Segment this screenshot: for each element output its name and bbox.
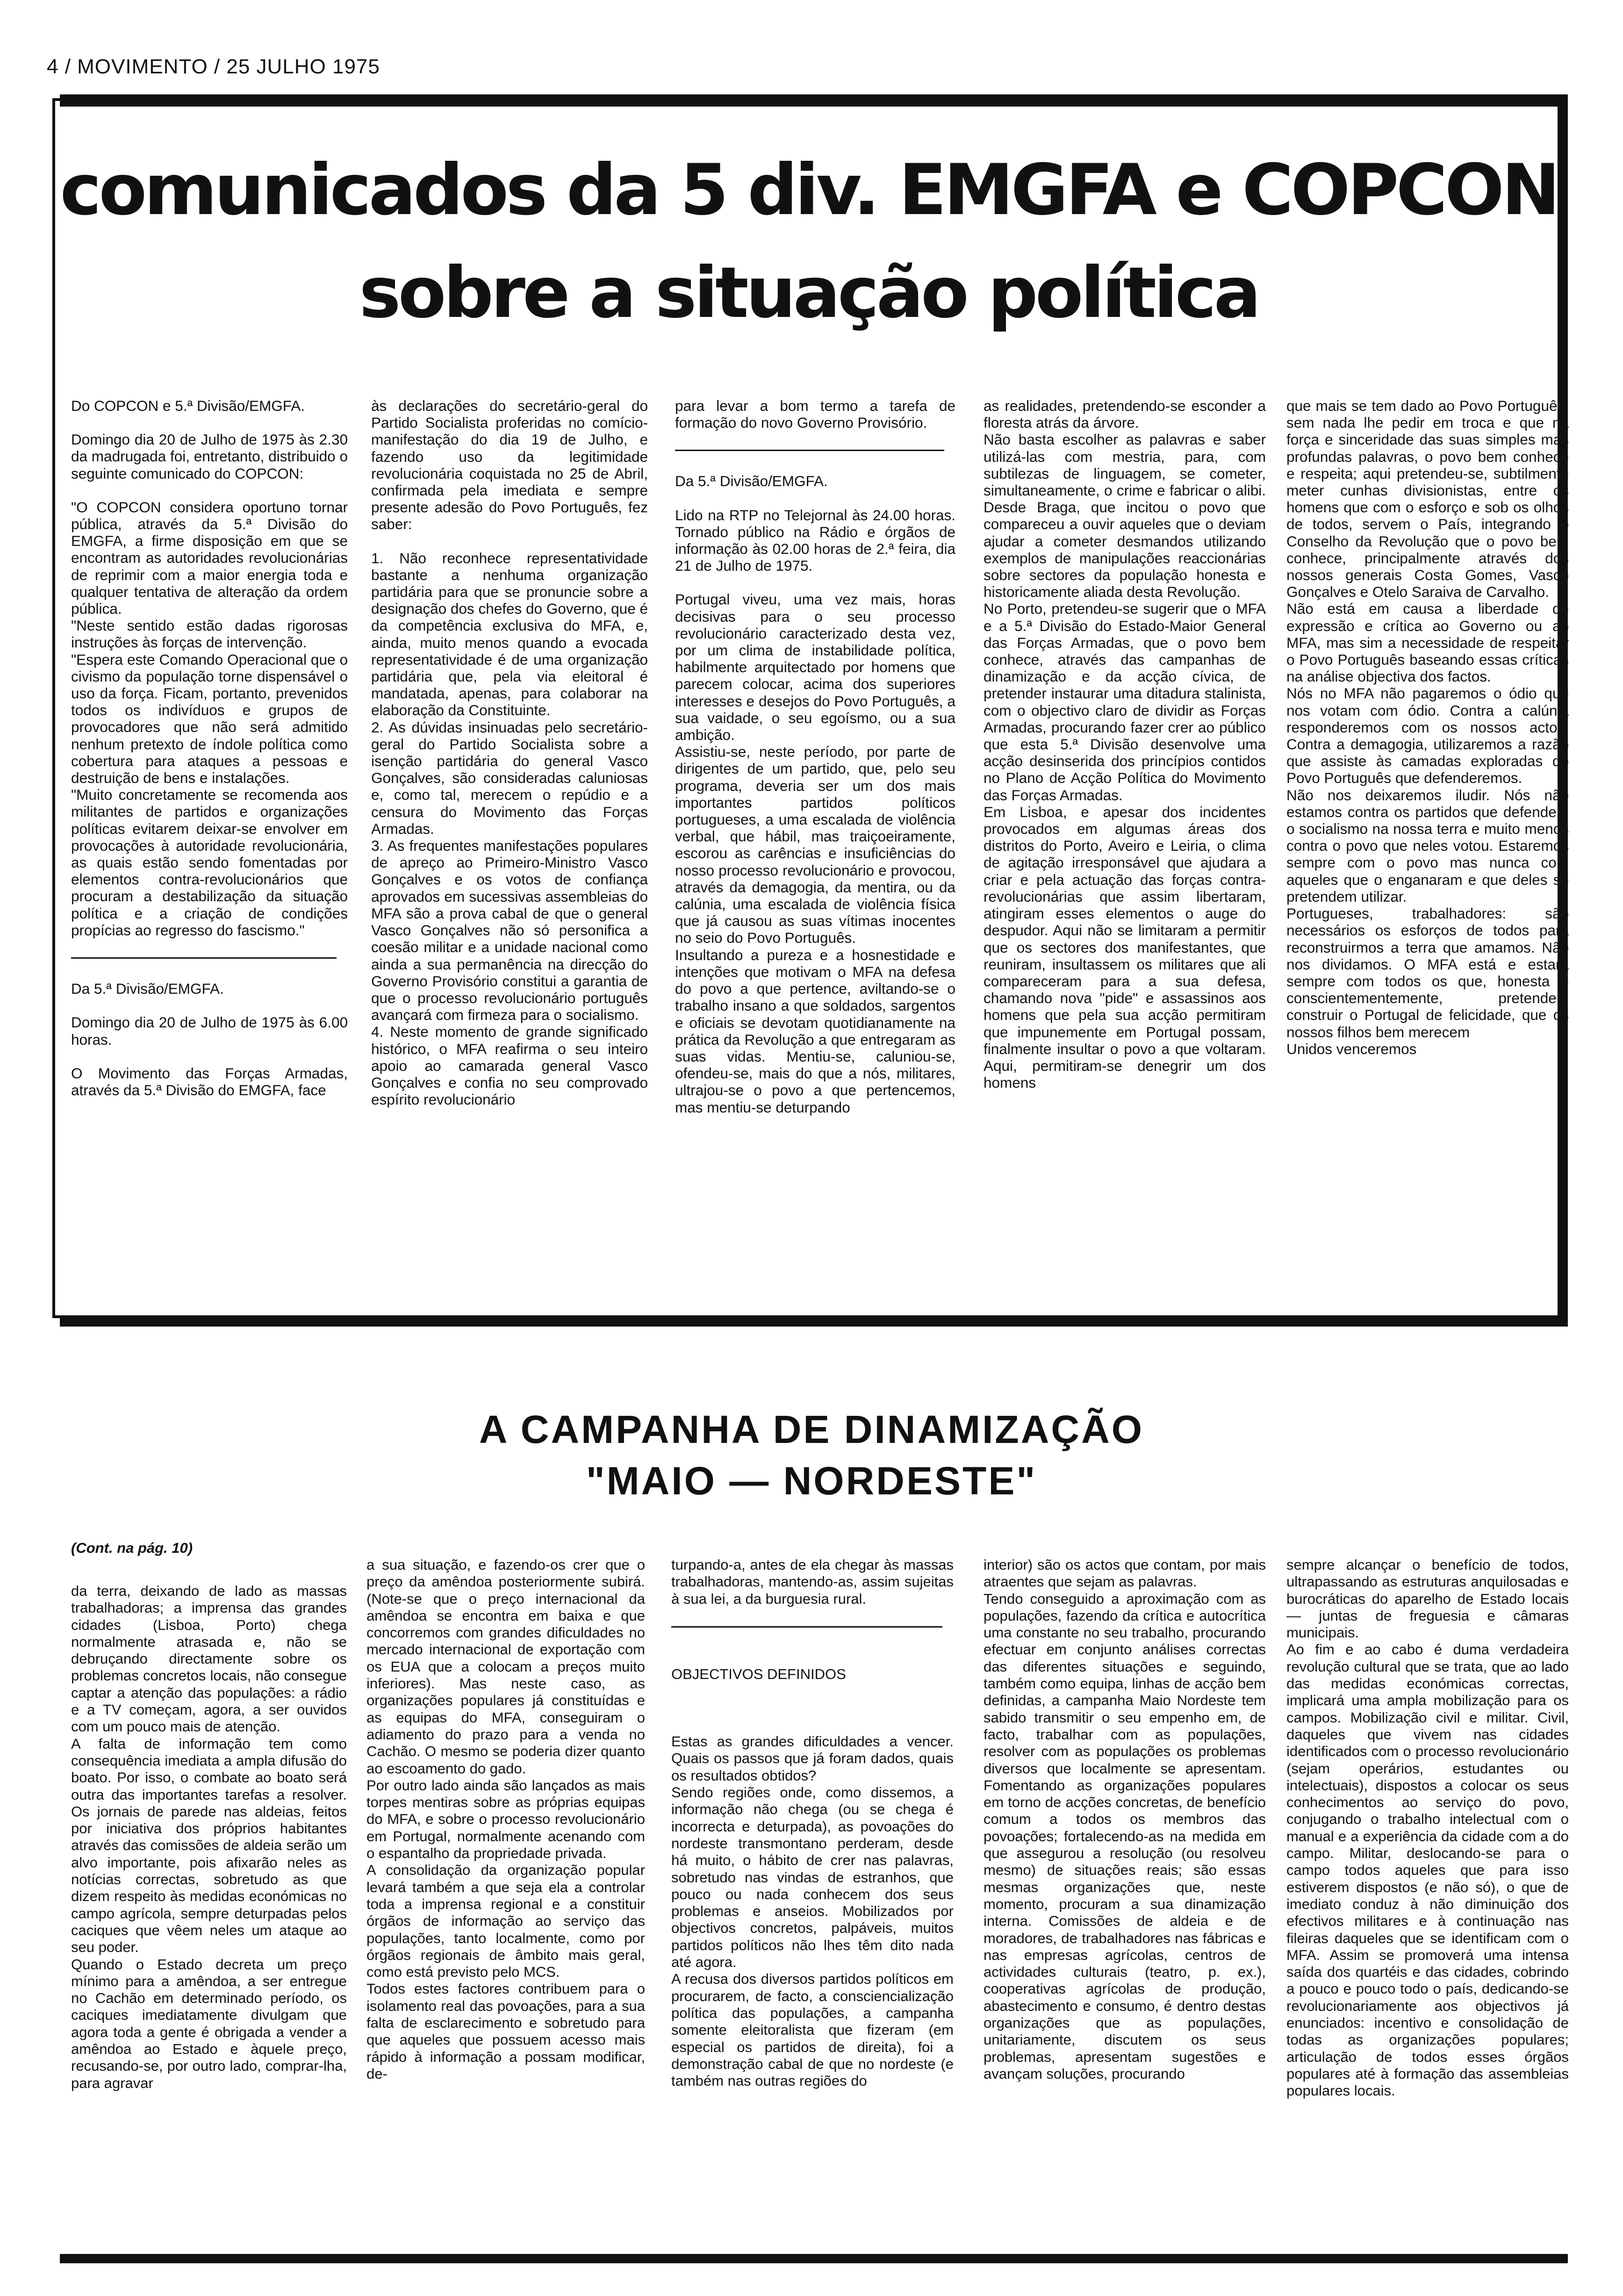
paragraph: "Muito concretamente se recomenda aos militantes de partidos e organizações políticas evitarem deixar-se envolver em provocações à autoridade revolucionária, as quais estão sendo fomentadas por elementos contra-revolucionários que procuram a destabilização da situação política e a criação de condições propícias ao regresso do fascismo." [71,786,348,939]
paragraph: interior) são os actos que contam, por mais atraentes que sejam as palavras. [984,1557,1266,1590]
paragraph-gap [671,1716,954,1733]
article1-column-5 [1286,397,1569,1285]
paragraph: turpando-a, antes de ela chegar às massas trabalhadoras, mantendo-as, assim sujeitas à sua lei, a da burguesia rural. [671,1557,954,1607]
paragraph: No Porto, pretendeu-se sugerir que o MFA e a 5.ª Divisão do Estado-Maior General das Forças Armadas, que o povo bem conhece, através das campanhas de dinamização e da acção cívica, de pretender instaurar uma ditadura stalinista, com o objectivo claro de dividir as Forças Armadas, procurando fazer crer ao público que esta 5.ª Divisão desenvolve uma acção desinserida dos princípios contidos no Plano de Acção Política do Movimento das Forças Armadas. [984,600,1266,804]
paragraph-gap [371,533,648,550]
paragraph: "O COPCON considera oportuno tornar pública, através da 5.ª Divisão do EMGFA, a firme disposição em que se encontram as autoridades revolucionárias de reprimir com a maior energia toda e qualquer tentativa de alteração da ordem pública. [71,498,348,617]
paragraph: 2. As dúvidas insinuadas pelo secretário-geral do Partido Socialista sobre a isenção partidária do general Vasco Gonçalves, são consideradas caluniosas e, como tal, merecem o repúdio e a censura do Movimento das Forças Armadas. [371,718,648,837]
paragraph: Tendo conseguido a aproximação com as populações, fazendo da crítica e autocrítica uma constante no seu trabalho, procurando efectuar em conjunto análises correctas das diferentes situações e seguindo, também como equipa, linhas de acção bem definidas, a campanha Maio Nordeste tem sabido transmitir o seu empenho em, de facto, trabalhar com as populações, resolver com as populações os problemas diversos que localmente se apresentam. Fomentando as organizações populares em torno de acções concretas, de benefício comum a todos os membros das povoações; fortalecendo-as na medida em que assegurou a resolução (ou resolveu mesmo) de situações reais; são essas mesmas organizações que, neste momento, procuram a sua dinamização interna. Comissões de aldeia e de moradores, de trabalhadores nas fábricas e nas empresas agrícolas, centros de actividades culturais (teatro, p. ex.), cooperativas agrícolas de produção, abastecimento e consumo, é dentro destas organizações que as populações, unitariamente, discutem os seus problemas, apresentam sugestões e avançam soluções, procurando [984,1590,1266,2082]
article1-column-4 [984,397,1266,1285]
paragraph-gap [671,1700,954,1716]
bottom-rule [60,2254,1568,2263]
paragraph: Lido na RTP no Telejornal às 24.00 horas. Tornado público na Rádio e órgãos de informação às 02.00 horas de 2.ª feira, dia 21 de Julho de 1975. [675,506,955,574]
continuation-note: (Cont. na pág. 10) [71,1540,193,1556]
paragraph: Sendo regiões onde, como dissemos, a informação não chega (ou se chega é incorrecta e deturpada), as povoações do nordeste transmontano perderam, desde há muito, o hábito de crer nas palavras, sobretudo nas vindas de estranhos, que pouco ou nada conhecem dos seus problemas e anseios. Mobilizados por objectivos concretos, palpáveis, muitos partidos políticos não lhes têm dito nada até agora. [671,1784,954,1971]
paragraph-gap [675,574,955,591]
paragraph-gap [71,482,348,499]
article2-title-line-2: "MAIO — NORDESTE" [586,1459,1037,1503]
paragraph: Não basta escolher as palavras e saber utilizá-las com mestria, para, com subtilezas de linguagem, se cometer, simultaneamente, o crime e fabricar o alibi. Desde Braga, que incitou o povo que compareceu a ouvir aqueles que o deviam ajudar a cometer desmandos utilizando exemplos de manipulações reaccionárias sobre sectores da população honesta e historicamente aliada desta Revolução. [984,431,1266,601]
paragraph: Da 5.ª Divisão/EMGFA. [675,473,828,490]
column-rule [675,450,944,451]
article2-column-4 [984,1557,1266,2225]
article1-column-2 [371,397,648,1285]
article2-column-3 [671,1557,954,2225]
column-rule [71,957,337,959]
paragraph-gap [71,1048,348,1065]
paragraph-gap [675,490,955,507]
paragraph: Domingo dia 20 de Julho de 1975 às 2.30 da madrugada foi, entretanto, distribuido o seguinte comunicado do COPCON: [71,431,348,482]
paragraph: Portugal viveu, uma vez mais, horas decisivas para o seu processo revolucionário caracterizado desta vez, por um clima de instabilidade política, habilmente arquitectado por homens que parecem colocar, acima dos superiores interesses e desejos do Povo Português, a sua vaidade, o seu egoísmo, ou a sua ambição. [675,591,955,744]
paragraph: Ao fim e ao cabo é duma verdadeira revolução cultural que se trata, que ao lado das medidas económicas correctas, implicará uma ampla mobilização para os campos. Mobilização civil e militar. Civil, daqueles que vivem nas cidades identificados com o processo revolucionário (sejam operários, estudantes ou intelectuais), dispostos a colocar os seus conhecimentos ao serviço do povo, conjugando o trabalho intelectual com o manual e a experiência da cidade com a do campo. Militar, deslocando-se para o campo todos aqueles que para isso estiverem dispostos (e não só), o que de imediato conduz à não diminuição dos efectivos militares e à continuação nas fileiras daqueles que se identificam com o MFA. Assim se promoverá uma intensa saída dos quartéis e das cidades, cobrindo a pouco e pouco todo o país, dedicando-se revolucionariamente aos objectivos já enunciados: incentivo e consolidação de todas as organizações populares; articulação de todos esses órgãos populares até à formação das assembleias populares locais. [1286,1641,1569,2099]
paragraph-gap [71,414,348,431]
paragraph: Portugueses, trabalhadores: são necessários os esforços de todos para reconstruirmos a terra que amamos. Não nos dividamos. O MFA está e estará sempre com todos os que, honesta e conscientementemente, pretendem construir o Portugal de felicidade, que os nossos filhos bem merecem [1286,905,1569,1040]
paragraph: "Espera este Comando Operacional que o civismo da população torne dispensável o uso da força. Ficam, portanto, prevenidos todos os indivíduos e grupos de provocadores que não será admitido nenhum pretexto de índole política como cobertura para ataques a pessoas e destruição de bens e instalações. [71,651,348,787]
article2-column-2 [366,1557,645,2225]
headline-line-1: comunicados da 5 div. EMGFA e COPCON [60,150,1558,231]
paragraph: Em Lisboa, e apesar dos incidentes provocados em algumas áreas dos distritos do Porto, Aveiro e Leiria, o clima de agitação irresponsável que ajudara a criar e pela actuação das forças contra-revolucionárias que assim libertaram, atingiram esses elementos o auge do despudor. Aqui não se limitaram a permitir que os sectores dos manifestantes, que reuniram, insultassem os militares que ali compareceram para a sua defesa, chamando nova "pide" e assassinos aos homens que pela sua acção permitiram que impunemente em Portugal possam, finalmente insultar o povo a que voltaram. Aqui, permitiram-se denegrir um dos homens [984,803,1266,1091]
paragraph: às declarações do secretário-geral do Partido Socialista proferidas no comício-manifestação do dia 19 de Julho, e fazendo uso da legitimidade revolucionária coquistada no 25 de Abril, confirmada pela imediata e sempre presente adesão do Povo Português, fez saber: [371,397,648,533]
paragraph: que mais se tem dado ao Povo Português, sem nada lhe pedir em troca e que na força e sinceridade das suas simples mas profundas palavras, o povo bem conhece e respeita; aqui pretendeu-se, subtilmente meter cunhas divisionistas, entre os homens que com o esforço e sob os olhos de todos, servem o País, integrando o Conselho da Revolução que o povo bem conhece, principalmente através dos nossos generais Costa Gomes, Vasco Gonçalves e Otelo Saraiva de Carvalho. [1286,397,1569,601]
article1-column-3 [675,397,955,1285]
paragraph: A consolidação da organização popular levará também a que seja ela a controlar toda a imprensa regional e a constituir órgãos de informação ao serviço das populações, tanto localmente, como por órgãos regionais de âmbito mais geral, como está previsto pelo MCS. [366,1862,645,1980]
paragraph: Do COPCON e 5.ª Divisão/EMGFA. [71,397,305,414]
paragraph: OBJECTIVOS DEFINIDOS [671,1665,846,1682]
paragraph: Quando o Estado decreta um preço mínimo para a amêndoa, a ser entregue no Cachão em determinado período, os caciques imediatamente divulgam que agora toda a gente é obrigada a vender a amêndoa ao Estado e àquele preço, recusando-se, por outro lado, comprar-lha, para agravar [71,1956,347,2091]
paragraph: 4. Neste momento de grande significado histórico, o MFA reafirma o seu inteiro apoio ao camarada general Vasco Gonçalves e confia no seu comprovado espírito revolucionário [371,1023,648,1108]
paragraph-gap [671,1649,954,1666]
paragraph: O Movimento das Forças Armadas, através da 5.ª Divisão do EMGFA, face [71,1064,348,1098]
headline-line-2: sobre a situação política [359,252,1258,334]
paragraph: Nós no MFA não pagaremos o ódio que nos votam com ódio. Contra a calúnia responderemos com os nossos actos. Contra a demagogia, utilizaremos a razão que assiste às camadas exploradas do Povo Português que defenderemos. [1286,685,1569,787]
paragraph: sempre alcançar o benefício de todos, ultrapassando as estruturas anquilosadas e burocráticas do aparelho de Estado locais — juntas de freguesia e câmaras municipais. [1286,1557,1569,1641]
paragraph: as realidades, pretendendo-se esconder a floresta atrás da árvore. [984,397,1266,431]
column-rule [671,1626,942,1628]
paragraph-gap [671,1683,954,1700]
paragraph: 1. Não reconhece representatividade bastante a nenhuma organização partidária para que se pronuncie sobre a designação dos chefes do Governo, que é da competência exclusiva do MFA, e, ainda, muito menos quando a evocada representatividade é de uma organização partidária que, pela via eleitoral é mandatada, apenas, para colaborar na elaboração da Constituinte. [371,549,648,719]
paragraph: para levar a bom termo a tarefa de formação do novo Governo Provisório. [675,397,955,431]
paragraph: Insultando a pureza e a hosnestidade e intenções que motivam o MFA na defesa do povo a que pertence, aviltando-se o trabalho insano a que soldados, sargentos e oficiais se devotam quotidianamente na prática da Revolução a que entregaram as suas vidas. Mentiu-se, caluniou-se, ofendeu-se, mais do que a nós, militares, ultrajou-se o povo a que pertencemos, mas mentiu-se deturpando [675,946,955,1116]
article2-title-line-1: A CAMPANHA DE DINAMIZAÇÃO [479,1407,1144,1451]
paragraph: Unidos venceremos [1286,1040,1417,1057]
paragraph: "Neste sentido estão dadas rigorosas instruções às forças de intervenção. [71,617,348,651]
running-head: 4 / MOVIMENTO / 25 JULHO 1975 [47,55,380,78]
article2-column-1 [71,1583,347,2228]
paragraph: 3. As frequentes manifestações populares de apreço ao Primeiro-Ministro Vasco Gonçalves e os votos de confiança aprovados em sucessivas assembleias do MFA são a prova cabal de que o general Vasco Gonçalves não só personifica a coesão militar e a unidade nacional como ainda a sua permanência na direcção do Governo Provisório constitui a garantia de que o processo revolucionário português avançará com firmeza para o socialismo. [371,837,648,1024]
paragraph: Não está em causa a liberdade de expressão e crítica ao Governo ou ao MFA, mas sim a necessidade de respeitar o Povo Português baseando essas críticas na análise objectiva dos factos. [1286,600,1569,685]
paragraph: Estas as grandes dificuldades a vencer. Quais os passos que já foram dados, quais os resultados obtidos? [671,1733,954,1784]
paragraph: A falta de informação tem como consequência imediata a ampla difusão do boato. Por isso, o combate ao boato será outra das importantes tarefas a resolver. Os jornais de parede nas aldeias, feitos por iniciativa dos próprios habitantes através das comissões de aldeia serão um alvo importante, pois afixarão neles as notícias correctas, sobretudo as que dizem respeito às medidas económicas no campo agrícola, sempre deturpadas pelos caciques que vêem neles um ataque ao seu poder. [71,1735,347,1956]
article1-column-1 [71,397,348,1285]
paragraph-gap [71,997,348,1014]
paragraph: Domingo dia 20 de Julho de 1975 às 6.00 horas. [71,1014,348,1048]
paragraph: Assistiu-se, neste período, por parte de dirigentes de um partido, que, pelo seu programa, deveria ser um dos mais importantes partidos políticos portugueses, a uma escalada de violência verbal, que hábil, mas traiçoeiramente, escorou as carências e insuficiências do nosso processo revolucionário e provocou, através da demagogia, da mentira, ou da calúnia, uma escalada de violência física que já causou as suas vítimas inocentes no seio do Povo Português. [675,743,955,947]
article2-column-5 [1286,1557,1569,2225]
paragraph: A recusa dos diversos partidos políticos em procurarem, de facto, a consciencialização política das populações, a campanha somente eleitoralista que fizeram (em especial os partidos de direita), foi a demonstração cabal de que no nordeste (e também nas outras regiões do [671,1971,954,2089]
box-shadow-bottom [60,1318,1568,1327]
paragraph: Por outro lado ainda são lançados as mais torpes mentiras sobre as próprias equipas do MFA, e sobre o processo revolucionário em Portugal, normalmente acenando com o espantalho da propriedade privada. [366,1777,645,1862]
paragraph: Não nos deixaremos iludir. Nós não estamos contra os partidos que defendem o socialismo na nossa terra e muito menos contra o povo que neles votou. Estaremos sempre com o povo mas nunca com aqueles que o enganaram e que deles se pretendem utilizar. [1286,786,1569,905]
paragraph: Todos estes factores contribuem para o isolamento real das povoações, para a sua falta de esclarecimento e sobretudo para que aqueles que possuem acesso mais rápido à informação a possam modificar, de- [366,1980,645,2082]
paragraph: Da 5.ª Divisão/EMGFA. [71,980,224,997]
paragraph: da terra, deixando de lado as massas trabalhadoras; a imprensa das grandes cidades (Lisboa, Porto) chega normalmente atrasada e, não se debruçando directamente sobre os problemas concretos locais, não consegue captar a atenção das populações: a rádio e a TV começam, agora, a ser ouvidos com um pouco mais de atenção. [71,1583,347,1735]
paragraph: a sua situação, e fazendo-os crer que o preço da amêndoa posteriormente subirá. (Note-se que o preço internacional da amêndoa se encontra em baixa e que concorremos com grandes dificuldades no mercado internacional de exportação com os EUA que a colocam a preços muito inferiores). Mas neste caso, as organizações populares já constituídas e as equipas do MFA, conseguiram o adiamento do prazo para a venda no Cachão. O mesmo se poderia dizer quanto ao escoamento do gado. [366,1557,645,1777]
